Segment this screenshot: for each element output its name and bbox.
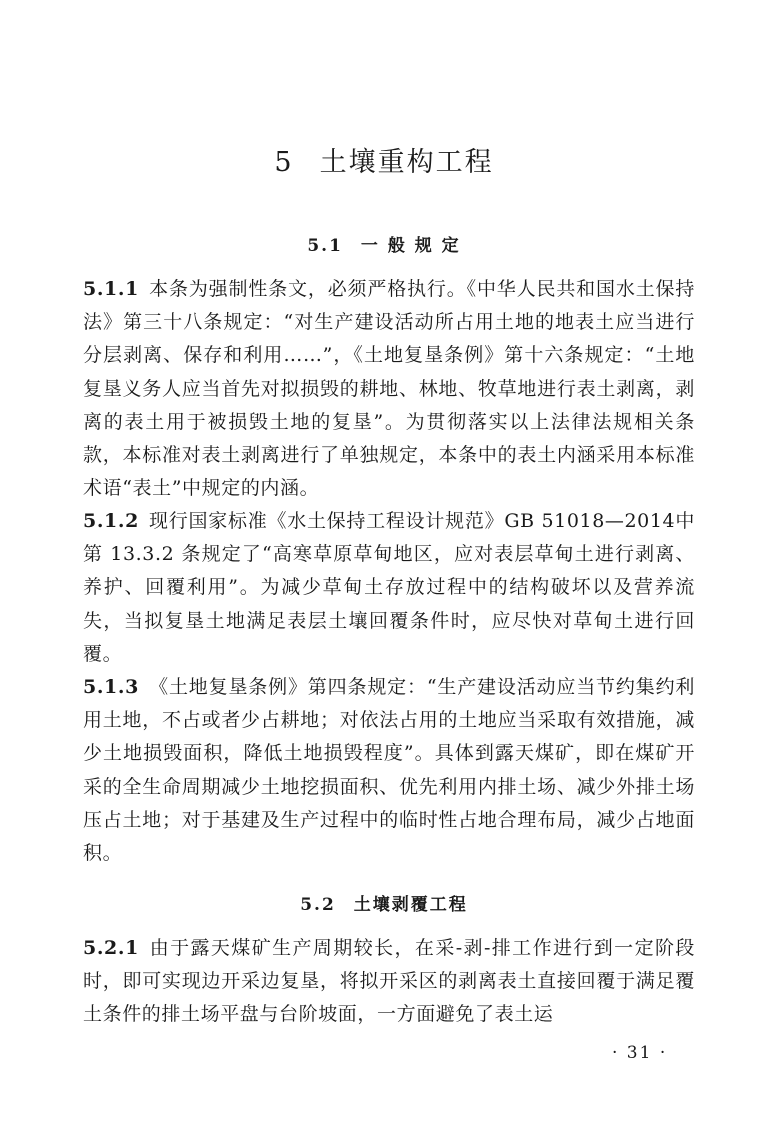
clause-number: 5.1.2 — [83, 510, 139, 532]
section-title-5-2 — [0, 890, 768, 915]
clause-text: 现行国家标准《水土保持工程设计规范》GB 51018—2014中第 13.3.2 条规定了“高寒草原草甸地区，应对表层草甸土进行剥离、养护、回覆利用”。为减少草甸土存放过程中的结构破坏以及营养流失，当拟复垦土地满足表层土壤回覆条件时，应尽快对草甸土进行回覆。 — [83, 510, 695, 665]
clause-number: 5.1.3 — [83, 676, 139, 698]
section-title-5-1 — [0, 231, 768, 256]
clause-5-2-1 — [83, 932, 695, 1032]
chapter-title-text: 土壤重构工程 — [319, 147, 494, 178]
page-number: · 31 · — [612, 1043, 668, 1063]
section-number: 5.2 — [300, 895, 336, 915]
clause-text: 本条为强制性条文，必须严格执行。《中华人民共和国水土保持法》第三十八条规定：“对生产建设活动所占用土地的地表土应当进行分层剥离、保存和利用……”，《土地复垦条例》第十六条规定：“土地复垦义务人应当首先对拟损毁的耕地、林地、牧草地进行表土剥离，剥离的表土用于被损毁土地的复垦”。为贯彻落实以上法律法规相关条款，本标准对表土剥离进行了单独规定，本条中的表土内涵采用本标准术语“表土”中规定的内涵。 — [83, 278, 695, 500]
chapter-number: 5 — [274, 147, 294, 178]
clause-text: 《土地复垦条例》第四条规定：“生产建设活动应当节约集约利用土地，不占或者少占耕地；对依法占用的土地应当采取有效措施，减少土地损毁面积，降低土地损毁程度”。具体到露天煤矿，即在煤矿开采的全生命周期减少土地挖损面积、优先利用内排土场、减少外排土场压占土地；对于基建及生产过程中的临时性占地合理布局，减少占地面积。 — [83, 676, 695, 865]
clause-5-1-2 — [83, 505, 695, 671]
section-title-text: 一 般 规 定 — [360, 236, 461, 256]
clause-5-1-3 — [83, 671, 695, 870]
clause-number: 5.1.1 — [83, 278, 139, 300]
clause-5-1-1 — [83, 273, 695, 505]
section-title-text: 土壤剥覆工程 — [353, 895, 468, 915]
chapter-title — [0, 140, 768, 179]
section-number: 5.1 — [307, 236, 343, 256]
clause-text: 由于露天煤矿生产周期较长，在采-剥-排工作进行到一定阶段时，即可实现边开采边复垦，将拟开采区的剥离表土直接回覆于满足覆土条件的排土场平盘与台阶坡面，一方面避免了表土运 — [83, 937, 695, 1026]
clause-number: 5.2.1 — [83, 937, 139, 959]
